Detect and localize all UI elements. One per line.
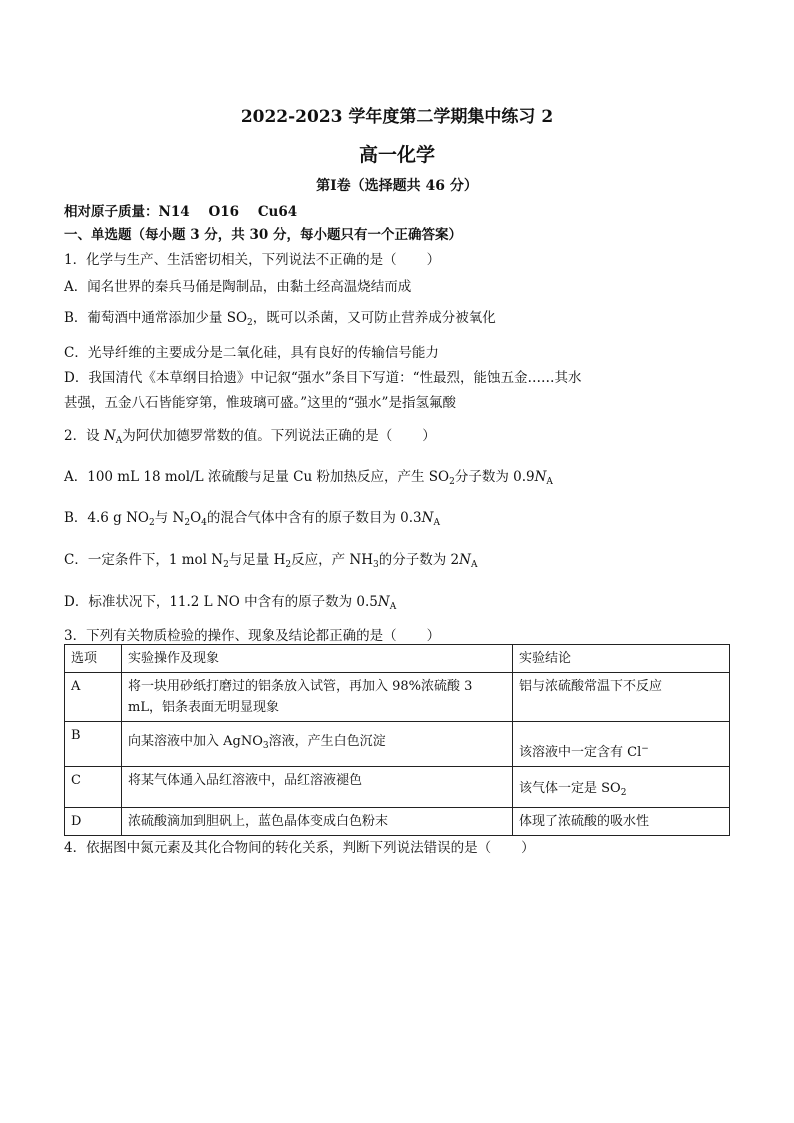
q4-stem (64, 836, 535, 856)
q1-option-d-line2: 甚强，五金八石皆能穿第，惟玻璃可盛。”这里的“强水”是指氢氟酸 (64, 395, 456, 411)
q2-close: ） (422, 428, 436, 444)
header-conclusion: 实验结论 (513, 645, 730, 673)
q3-close: ） (426, 628, 441, 644)
atomic-mass-cu: Cu64 (257, 204, 298, 220)
row-c-res-sub: 2 (620, 788, 627, 798)
row-b-conclusion (513, 722, 730, 767)
q2-c-mid: 与足量 H (228, 552, 286, 568)
table-row (65, 722, 730, 767)
q2-d-na: N (377, 594, 390, 610)
q2-option-d (64, 590, 396, 612)
q2-c-na: N (459, 552, 471, 568)
q2-b-sub1: 2 (149, 518, 155, 528)
q2-b-sub2: 2 (184, 518, 191, 528)
row-b-operation (122, 722, 513, 767)
q1-option-b (64, 306, 496, 328)
row-b-res-pre: 该溶液中一定含有 Cl (519, 745, 642, 760)
row-a-option: A (65, 673, 122, 722)
q2-c-pre: C．一定条件下，1 mol N (64, 552, 224, 568)
q3-stem-text: 3．下列有关物质检验的操作、现象及结论都正确的是（ (64, 628, 397, 644)
q2-na: N (103, 428, 116, 444)
section-heading: 一、单选题（每小题 3 分，共 30 分，每小题只有一个正确答案） (64, 227, 462, 243)
q4-stem-text: 4．依据图中氮元素及其化合物间的转化关系，判断下列说法错误的是（ (64, 840, 492, 856)
q1-close: ） (426, 252, 441, 268)
q2-d-pre: D．标准状况下，11.2 L NO 中含有的原子数为 0.5 (64, 594, 378, 610)
row-b-op-sub: 3 (262, 741, 269, 751)
q2-a-pre: A．100 mL 18 mol/L 浓硫酸与足量 Cu 粉加热反应，产生 SO (64, 469, 450, 485)
q2-b-na-sub: A (433, 518, 440, 528)
row-c-option: C (65, 767, 122, 808)
q1-option-d-line1: D．我国清代《本草纲目拾遗》中记叙“强水”条目下写道：“性最烈，能蚀五金……其水 (64, 370, 582, 386)
q2-c-mid2: 反应，产 NH (291, 552, 373, 568)
q2-b-na: N (421, 510, 434, 526)
exam-title: 2022-2023 学年度第二学期集中练习 2 (240, 107, 554, 127)
q1-option-c: C．光导纤维的主要成分是二氧化硅，具有良好的传输信号能力 (64, 345, 439, 361)
q1-stem (64, 248, 440, 268)
q1-stem-text: 1．化学与生产、生活密切相关，下列说法不正确的是（ (64, 252, 397, 268)
q2-na-sub: A (115, 436, 123, 446)
table-row (65, 808, 730, 836)
q2-option-a (64, 465, 553, 487)
header-operation: 实验操作及现象 (122, 645, 513, 673)
row-b-res-sup: − (641, 744, 649, 754)
q2-stem-post: 为阿伏加德罗常数的值。下列说法正确的是（ (122, 428, 393, 444)
row-d-operation: 浓硫酸滴加到胆矾上，蓝色晶体变成白色粉末 (122, 808, 513, 836)
q2-c-sub1: 2 (223, 560, 229, 570)
row-b-op-pre: 向某溶液中加入 AgNO (128, 734, 263, 749)
atomic-mass-n: N14 (158, 204, 190, 220)
row-d-option: D (65, 808, 122, 836)
q3-stem (64, 624, 440, 644)
row-c-conclusion (513, 767, 730, 808)
volume-heading: 第Ⅰ卷（选择题共 46 分） (316, 178, 478, 194)
atomic-mass-label: 相对原子质量： (64, 204, 159, 220)
q2-option-c (64, 548, 477, 570)
q2-a-na: N (534, 469, 547, 485)
q2-b-mid: 与 N (154, 510, 185, 526)
q2-b-o: O (190, 510, 202, 526)
q2-option-b (64, 506, 440, 528)
row-a-operation: 将一块用砂纸打磨过的铝条放入试管，再加入 98%浓硫酸 3 mL，铝条表面无明显现象 (122, 673, 513, 722)
q4-close: ） (521, 840, 535, 856)
row-d-conclusion: 体现了浓硫酸的吸水性 (513, 808, 730, 836)
table-row (65, 673, 730, 722)
q2-a-sub: 2 (449, 477, 455, 487)
q2-stem-pre: 2．设 (64, 428, 104, 444)
q2-c-post: 的分子数为 2 (378, 552, 460, 568)
row-c-res-pre: 该气体一定是 SO (519, 781, 621, 796)
q2-c-sub3: 3 (373, 560, 379, 570)
q2-d-na-sub: A (389, 602, 397, 612)
q2-c-na-sub: A (470, 560, 478, 570)
q1-b-post: ，既可以杀菌，又可防止营养成分被氧化 (252, 310, 496, 326)
q2-a-na-sub: A (546, 477, 553, 487)
q3-table (64, 644, 730, 836)
q1-b-pre: B．葡萄酒中通常添加少量 SO (64, 310, 248, 326)
row-c-operation: 将某气体通入品红溶液中，品红溶液褪色 (122, 767, 513, 808)
q2-b-post: 的混合气体中含有的原子数目为 0.3 (206, 510, 422, 526)
q2-b-sub3: 4 (201, 518, 207, 528)
subject-title: 高一化学 (358, 144, 435, 166)
q1-b-sub: 2 (247, 318, 253, 328)
atomic-mass-o: O16 (208, 204, 239, 220)
atomic-mass-line (64, 200, 297, 220)
q2-stem (64, 424, 436, 446)
table-header-row (65, 645, 730, 673)
row-a-conclusion: 铝与浓硫酸常温下不反应 (513, 673, 730, 722)
row-b-op-post: 溶液，产生白色沉淀 (268, 734, 386, 749)
q1-option-a: A．闻名世界的秦兵马俑是陶制品，由黏土经高温烧结而成 (64, 279, 412, 295)
q2-a-post: 分子数为 0.9 (454, 469, 535, 485)
q2-c-sub2: 2 (285, 560, 292, 570)
row-b-option: B (65, 722, 122, 767)
q2-b-pre: B．4.6 g NO (64, 510, 149, 526)
table-row (65, 767, 730, 808)
header-option: 选项 (65, 645, 122, 673)
